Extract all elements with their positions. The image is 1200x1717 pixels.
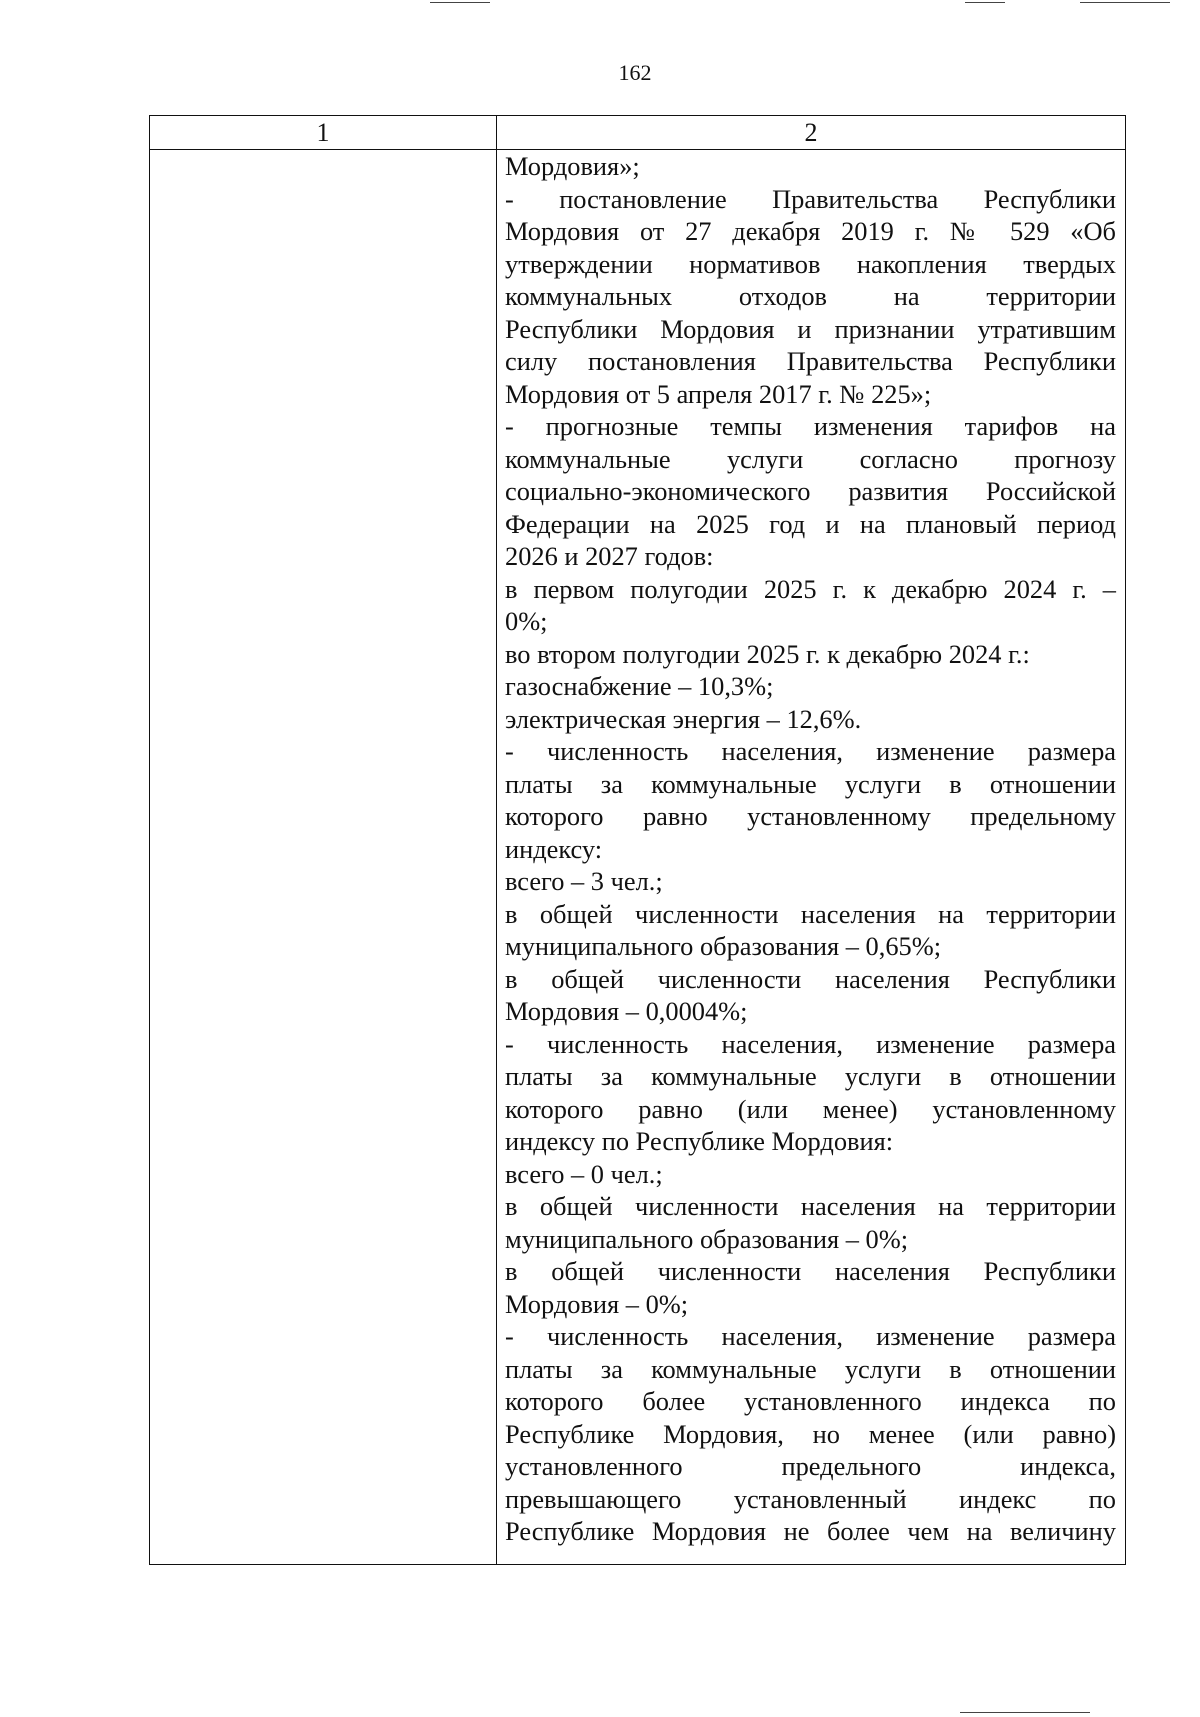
text-line: социально-экономического развития Российской — [505, 476, 1116, 506]
text-line: платы за коммунальные услуги в отношении — [505, 768, 1116, 799]
text-line: в общей численности населения на территории — [505, 1191, 1116, 1221]
text-line: в первом полугодии 2025 г. к декабрю 2024 г. – — [505, 573, 1116, 604]
text-line: утверждении нормативов накопления твердых — [505, 248, 1116, 279]
text-line: - постановление Правительства Республики — [505, 183, 1116, 214]
text-line: всего – 3 чел.; — [505, 866, 663, 896]
text-line: установленного предельного индекса, — [505, 1451, 1116, 1481]
text-line: 0%; — [505, 606, 548, 636]
text-line: Мордовия»; — [505, 151, 640, 181]
text-line: которого равно установленному предельному — [505, 801, 1116, 831]
text-line: - численность населения, изменение размера — [505, 1321, 1116, 1351]
column-divider — [496, 116, 497, 1564]
text-line: Республике Мордовия не более чем на величину — [505, 1516, 1116, 1546]
text-line: муниципального образования – 0,65%; — [505, 931, 942, 961]
text-line: Мордовия – 0%; — [505, 1288, 689, 1319]
text-line: Федерации на 2025 год и на плановый период — [505, 508, 1116, 539]
scan-artifact-bottom — [960, 1712, 1090, 1713]
scan-artifact-top — [1080, 2, 1170, 3]
text-line: Мордовия от 27 декабря 2019 г. № 529 «Об — [505, 216, 1116, 246]
text-line: коммунальные услуги согласно прогнозу — [505, 443, 1116, 474]
page-number: 162 — [618, 60, 652, 85]
text-line: Республике Мордовия, но менее (или равно) — [505, 1418, 1116, 1449]
text-line: - прогнозные темпы изменения тарифов на — [505, 411, 1116, 441]
column-2-header: 2 — [804, 118, 818, 147]
table-header-row — [150, 116, 1125, 150]
text-line: индексу по Республике Мордовия: — [505, 1126, 894, 1156]
text-line: - численность населения, изменение размера — [505, 1028, 1116, 1059]
scan-artifact-top — [430, 2, 490, 3]
scan-artifact-top — [965, 2, 1005, 3]
column-2-cell — [505, 150, 1116, 1548]
text-line: во втором полугодии 2025 г. к декабрю 2024 г.: — [505, 638, 1030, 669]
text-line: Мордовия от 5 апреля 2017 г. № 225»; — [505, 378, 932, 409]
text-line: в общей численности населения Республики — [505, 963, 1116, 994]
text-line: электрическая энергия – 12,6%. — [505, 703, 862, 734]
text-line: всего – 0 чел.; — [505, 1158, 663, 1189]
text-line: Мордовия – 0,0004%; — [505, 996, 748, 1026]
column-1-header: 1 — [316, 118, 330, 147]
text-line: - численность населения, изменение размера — [505, 736, 1116, 766]
text-line: коммунальных отходов на территории — [505, 281, 1116, 311]
text-line: в общей численности населения на территории — [505, 898, 1116, 929]
text-line: газоснабжение – 10,3%; — [505, 671, 774, 701]
text-line: индексу: — [505, 833, 603, 864]
text-line: Республики Мордовия и признании утратившим — [505, 313, 1116, 344]
text-line: платы за коммунальные услуги в отношении — [505, 1061, 1116, 1091]
text-line: силу постановления Правительства Республики — [505, 346, 1116, 376]
text-line: которого равно (или менее) установленному — [505, 1093, 1116, 1124]
text-line: муниципального образования – 0%; — [505, 1223, 909, 1254]
text-line: 2026 и 2027 годов: — [505, 541, 714, 571]
text-line: в общей численности населения Республики — [505, 1256, 1116, 1286]
text-line: платы за коммунальные услуги в отношении — [505, 1353, 1116, 1384]
text-line: которого более установленного индекса по — [505, 1386, 1116, 1416]
text-line: превышающего установленный индекс по — [505, 1483, 1116, 1514]
